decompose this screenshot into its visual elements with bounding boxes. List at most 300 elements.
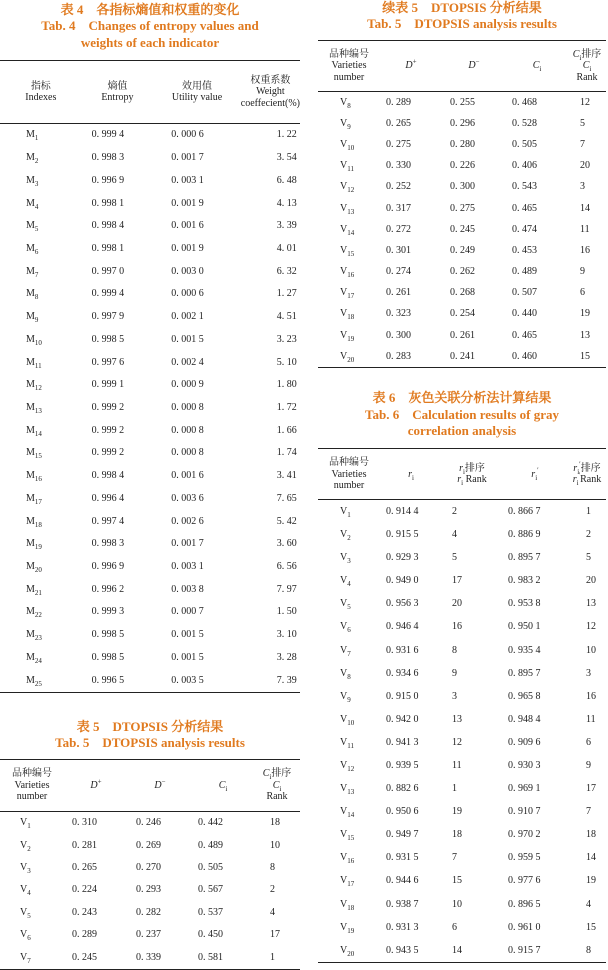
dminus-cell: 0. 246 (136, 817, 161, 829)
row-label-sub: 2 (34, 157, 39, 166)
utility-cell: 0. 002 6 (171, 515, 204, 527)
row-label-sub: 16 (34, 475, 42, 484)
ri-prime-rank-cell: 1 (586, 505, 591, 517)
weight-cell: 1. 22 (276, 129, 297, 141)
row-label-sub: 9 (34, 316, 39, 325)
utility-cell: 0. 003 8 (171, 583, 204, 595)
utility-cell: 0. 003 1 (171, 561, 204, 573)
row-label-sub: 11 (34, 361, 42, 370)
dplus-cell: 0. 283 (386, 350, 411, 362)
table6-caption-cn: 表 6 灰色关联分析法计算结果 (372, 390, 552, 406)
table-row (318, 500, 606, 524)
row-label-cell (0, 811, 64, 834)
entropy-cell: 0. 996 9 (91, 174, 125, 186)
utility-cell: 0. 003 0 (171, 265, 204, 277)
row-label: V (20, 951, 28, 963)
ri-rank-cell: 8 (452, 644, 457, 656)
utility-cell: 0. 001 5 (171, 651, 204, 663)
ri-prime-cell: 0. 886 9 (508, 529, 541, 541)
row-label: M (26, 288, 35, 300)
header-variety: 品种编号 Varieties number (329, 457, 369, 492)
row-label: V (340, 598, 348, 610)
ri-rank-cell: 15 (452, 875, 462, 887)
row-label-sub: 20 (34, 566, 42, 575)
ri-prime-cell: 0. 969 1 (508, 783, 541, 795)
row-label-cell (318, 262, 380, 283)
row-label: V (340, 690, 348, 702)
table-row (0, 624, 300, 647)
ri-prime-rank-cell: 11 (586, 713, 596, 725)
dminus-cell: 0. 249 (450, 244, 475, 256)
row-label-sub: 16 (347, 857, 355, 866)
entropy-cell: 0. 998 1 (91, 197, 125, 209)
ri-rank-cell: 13 (452, 713, 462, 725)
row-label-sub: 1 (34, 134, 39, 143)
dminus-cell: 0. 339 (136, 951, 161, 963)
ri-rank-cell: 9 (452, 667, 457, 679)
dminus-cell: 0. 300 (450, 181, 475, 193)
entropy-cell: 0. 998 5 (91, 629, 125, 641)
rank-cell: 10 (270, 839, 280, 851)
table5-header (0, 759, 300, 811)
utility-cell: 0. 003 6 (171, 492, 204, 504)
rank-cell: 14 (580, 202, 590, 214)
ci-cell: 0. 460 (512, 350, 537, 362)
utility-cell: 0. 001 7 (171, 538, 204, 550)
ri-cell: 0. 956 3 (386, 598, 419, 610)
row-label-cell (318, 547, 380, 570)
weight-cell: 4. 51 (276, 311, 297, 323)
ri-prime-cell: 0. 959 5 (508, 852, 541, 864)
dminus-cell: 0. 241 (450, 350, 475, 362)
row-label-sub: 13 (347, 788, 355, 797)
row-label: V (340, 875, 348, 887)
row-label-sub: 7 (27, 956, 31, 965)
row-label: M (26, 447, 35, 459)
table-row (0, 879, 300, 901)
row-label-sub: 4 (347, 580, 351, 589)
weight-cell: 7. 97 (276, 583, 297, 595)
table-row (318, 240, 606, 261)
table-row (0, 924, 300, 946)
row-label-sub: 8 (34, 293, 39, 302)
row-label-cell (0, 306, 82, 329)
table4-caption-en-1: Tab. 4 Changes of entropy values and (41, 18, 259, 34)
row-label: M (26, 561, 35, 573)
row-label: V (340, 160, 348, 172)
entropy-cell: 0. 999 1 (91, 379, 125, 391)
ri-cell: 0. 950 6 (386, 806, 419, 818)
ri-rank-cell: 7 (452, 852, 457, 864)
row-label-sub: 14 (34, 429, 42, 438)
table-row (318, 134, 606, 155)
row-label: V (20, 929, 28, 941)
ri-prime-rank-cell: 8 (586, 944, 591, 956)
table-row (318, 847, 606, 870)
rank-cell: 20 (580, 160, 590, 172)
entropy-cell: 0. 996 9 (91, 561, 125, 573)
ci-cell: 0. 474 (512, 223, 537, 235)
table4-caption (0, 0, 300, 60)
ci-cell: 0. 453 (512, 244, 537, 256)
row-label: M (26, 333, 35, 345)
row-label-cell (318, 593, 380, 616)
table-row (0, 510, 300, 533)
dplus-cell: 0. 300 (386, 329, 411, 341)
ri-prime-rank-cell: 10 (586, 644, 596, 656)
entropy-cell: 0. 999 2 (91, 447, 125, 459)
row-label-sub: 8 (347, 672, 351, 681)
rank-cell: 3 (580, 181, 585, 193)
ri-cell: 0. 949 7 (386, 829, 419, 841)
row-label-sub: 15 (34, 452, 42, 461)
row-label: V (340, 667, 348, 679)
table-row (318, 283, 606, 304)
entropy-cell: 0. 998 5 (91, 651, 125, 663)
row-label-sub: 3 (27, 866, 31, 875)
row-label-sub: 12 (347, 765, 355, 774)
entropy-cell: 0. 999 2 (91, 424, 125, 436)
ri-prime-cell: 0. 961 0 (508, 921, 541, 933)
utility-cell: 0. 000 8 (171, 424, 204, 436)
ri-cell: 0. 915 0 (386, 690, 419, 702)
rank-cell: 8 (270, 861, 275, 873)
weight-cell: 3. 60 (276, 538, 297, 550)
ri-rank-cell: 6 (452, 921, 457, 933)
row-label-sub: 23 (34, 634, 42, 643)
row-label-sub: 7 (34, 270, 39, 279)
row-label: M (26, 220, 35, 232)
weight-cell: 3. 28 (276, 651, 297, 663)
header-variety: 品种编号 Varieties number (12, 768, 52, 803)
ci-cell: 0. 468 (512, 96, 537, 108)
ri-rank-cell: 12 (452, 736, 462, 748)
entropy-cell: 0. 997 0 (91, 265, 125, 277)
row-label: M (26, 424, 35, 436)
row-label: M (26, 152, 35, 164)
table-row (0, 306, 300, 329)
entropy-cell: 0. 996 5 (91, 674, 125, 686)
table-row (318, 708, 606, 731)
ci-cell: 0. 442 (198, 817, 223, 829)
ri-prime-rank-cell: 12 (586, 621, 596, 633)
row-label-sub: 3 (347, 557, 351, 566)
row-label-cell (318, 92, 380, 114)
table-row (0, 283, 300, 306)
ri-cell: 0. 934 6 (386, 667, 419, 679)
row-label-sub: 5 (34, 225, 39, 234)
header-variety: 品种编号 Varieties number (329, 48, 369, 83)
row-label-cell (0, 283, 82, 306)
header-ri-prime-rank: $r_i'$排序 $r_i'Rank$ (572, 460, 602, 488)
row-label-sub: 17 (347, 292, 355, 301)
row-label-sub: 2 (27, 844, 31, 853)
row-label-cell (318, 325, 380, 346)
dminus-cell: 0. 255 (450, 96, 475, 108)
row-label-cell (0, 238, 82, 261)
table-row (318, 113, 606, 134)
table-row (0, 442, 300, 465)
row-label-cell (318, 134, 380, 155)
row-label-cell (0, 879, 64, 901)
row-label-cell (318, 639, 380, 662)
dminus-cell: 0. 269 (136, 839, 161, 851)
weight-cell: 1. 50 (276, 606, 297, 618)
header-ci: $C_i$ (218, 779, 228, 793)
header-dplus: D+ (405, 57, 417, 72)
table-row (0, 192, 300, 215)
weight-cell: 6. 32 (276, 265, 297, 277)
ri-prime-rank-cell: 13 (586, 598, 596, 610)
weight-cell: 5. 10 (276, 356, 297, 368)
row-label-sub: 7 (347, 649, 351, 658)
row-label-cell (318, 570, 380, 593)
row-label-cell (318, 708, 380, 731)
row-label-cell (318, 754, 380, 777)
table6-body (318, 500, 606, 963)
right-column (318, 0, 606, 963)
entropy-cell: 0. 998 3 (91, 538, 125, 550)
table-row (318, 325, 606, 346)
row-label-cell (318, 939, 380, 963)
ri-cell: 0. 939 5 (386, 760, 419, 772)
ri-prime-cell: 0. 866 7 (508, 505, 541, 517)
ri-prime-cell: 0. 910 7 (508, 806, 541, 818)
row-label-sub: 9 (347, 695, 351, 704)
row-label-sub: 4 (34, 202, 39, 211)
ri-prime-cell: 0. 915 7 (508, 944, 541, 956)
table-row (318, 824, 606, 847)
row-label-cell (318, 156, 380, 177)
row-label-sub: 5 (27, 911, 31, 920)
row-label-sub: 3 (34, 179, 39, 188)
row-label-cell (318, 113, 380, 134)
row-label: M (26, 242, 35, 254)
row-label: V (340, 287, 348, 299)
table5-part1 (0, 759, 300, 970)
ci-cell: 0. 489 (198, 839, 223, 851)
header-entropy: 熵值 Entropy (101, 80, 134, 103)
header-dminus: D− (468, 57, 480, 72)
row-label-sub: 1 (27, 822, 31, 831)
row-label: V (20, 906, 28, 918)
row-label-cell (318, 240, 380, 261)
rank-cell: 5 (580, 117, 585, 129)
row-label: V (340, 329, 348, 341)
row-label-cell (0, 578, 82, 601)
ci-cell: 0. 450 (198, 929, 223, 941)
row-label: V (340, 921, 348, 933)
dplus-cell: 0. 330 (386, 160, 411, 172)
row-label-cell (0, 351, 82, 374)
row-label: M (26, 674, 35, 686)
row-label-cell (318, 524, 380, 547)
rank-cell: 1 (270, 951, 275, 963)
row-label-cell (318, 731, 380, 754)
table5-cont-caption-cn: 续表 5 DTOPSIS 分析结果 (382, 0, 542, 15)
row-label-cell (318, 916, 380, 939)
row-label: V (340, 644, 348, 656)
row-label: M (26, 129, 35, 141)
table-row (318, 662, 606, 685)
entropy-cell: 0. 996 4 (91, 492, 125, 504)
dminus-cell: 0. 254 (450, 308, 475, 320)
table-row (0, 351, 300, 374)
dplus-cell: 0. 301 (386, 244, 411, 256)
row-label-sub: 12 (347, 186, 355, 195)
ri-prime-cell: 0. 948 4 (508, 713, 541, 725)
ci-cell: 0. 406 (512, 160, 537, 172)
row-label-sub: 18 (347, 313, 355, 322)
utility-cell: 0. 000 8 (171, 447, 204, 459)
table-row (0, 834, 300, 856)
row-label: V (340, 138, 348, 150)
rank-cell: 4 (270, 906, 275, 918)
table-row (0, 556, 300, 579)
ci-cell: 0. 465 (512, 202, 537, 214)
ri-prime-rank-cell: 3 (586, 667, 591, 679)
row-label-cell (318, 824, 380, 847)
utility-cell: 0. 000 9 (171, 379, 204, 391)
ri-prime-cell: 0. 953 8 (508, 598, 541, 610)
table-row (0, 533, 300, 556)
table-row (0, 578, 300, 601)
table-row (0, 857, 300, 879)
row-label-cell (318, 198, 380, 219)
ri-prime-rank-cell: 19 (586, 875, 596, 887)
dminus-cell: 0. 261 (450, 329, 475, 341)
weight-cell: 7. 39 (276, 674, 297, 686)
rank-cell: 15 (580, 350, 590, 362)
ri-prime-cell: 0. 896 5 (508, 898, 541, 910)
row-label-cell (0, 147, 82, 170)
table-row (0, 397, 300, 420)
weight-cell: 1. 72 (276, 401, 297, 413)
header-ri: $r_i$ (408, 468, 414, 482)
row-label: V (340, 505, 348, 517)
row-label: M (26, 583, 35, 595)
row-label-sub: 17 (34, 497, 42, 506)
utility-cell: 0. 000 8 (171, 401, 204, 413)
header-ri-rank: $r_i$排序 $r_i$ Rank (457, 462, 487, 488)
table-row (318, 570, 606, 593)
dplus-cell: 0. 261 (386, 287, 411, 299)
row-label: M (26, 265, 35, 277)
entropy-cell: 0. 999 4 (91, 129, 125, 141)
row-label: V (20, 884, 28, 896)
ri-rank-cell: 14 (452, 944, 462, 956)
utility-cell: 0. 002 1 (171, 311, 204, 323)
ri-prime-rank-cell: 9 (586, 760, 591, 772)
row-label: M (26, 651, 35, 663)
row-label-sub: 13 (34, 406, 42, 415)
ri-prime-rank-cell: 15 (586, 921, 596, 933)
dminus-cell: 0. 226 (450, 160, 475, 172)
utility-cell: 0. 000 7 (171, 606, 204, 618)
left-column (0, 0, 300, 970)
table-row (0, 374, 300, 397)
ri-prime-rank-cell: 17 (586, 783, 596, 795)
table4-caption-cn: 表 4 各指标熵值和权重的变化 (60, 2, 240, 17)
table-row (0, 215, 300, 238)
row-label: M (26, 311, 35, 323)
ri-prime-rank-cell: 18 (586, 829, 596, 841)
ri-prime-rank-cell: 20 (586, 575, 596, 587)
rank-cell: 6 (580, 287, 585, 299)
dminus-cell: 0. 262 (450, 266, 475, 278)
rank-cell: 18 (270, 817, 280, 829)
row-label: M (26, 401, 35, 413)
table4-caption-en-2: weights of each indicator (80, 34, 220, 50)
table-row (318, 547, 606, 570)
dminus-cell: 0. 237 (136, 929, 161, 941)
weight-cell: 6. 48 (276, 174, 297, 186)
entropy-cell: 0. 996 2 (91, 583, 125, 595)
rank-cell: 2 (270, 884, 275, 896)
row-label: V (340, 760, 348, 772)
row-label-sub: 19 (347, 926, 355, 935)
dplus-cell: 0. 275 (386, 138, 411, 150)
row-label-sub: 10 (34, 338, 42, 347)
row-label: V (340, 223, 348, 235)
row-label-cell (0, 374, 82, 397)
table-row (318, 616, 606, 639)
ri-prime-cell: 0. 965 8 (508, 690, 541, 702)
ri-rank-cell: 3 (452, 690, 457, 702)
ci-cell: 0. 581 (198, 951, 223, 963)
dminus-cell: 0. 268 (450, 287, 475, 299)
ri-prime-rank-cell: 7 (586, 806, 591, 818)
header-indexes: 指标 Indexes (25, 80, 57, 103)
ci-cell: 0. 505 (512, 138, 537, 150)
rank-cell: 17 (270, 929, 280, 941)
utility-cell: 0. 001 5 (171, 629, 204, 641)
table-row (0, 488, 300, 511)
table6-caption-en-1: Tab. 6 Calculation results of gray (365, 406, 559, 422)
ri-prime-cell: 0. 895 7 (508, 552, 541, 564)
utility-cell: 0. 002 4 (171, 356, 204, 368)
row-label-sub: 2 (347, 534, 351, 543)
ri-prime-cell: 0. 930 3 (508, 760, 541, 772)
weight-cell: 3. 10 (276, 629, 297, 641)
dplus-cell: 0. 289 (386, 96, 411, 108)
row-label: V (340, 529, 348, 541)
row-label-cell (318, 778, 380, 801)
row-label-cell (0, 601, 82, 624)
row-label: V (340, 202, 348, 214)
row-label-cell (0, 533, 82, 556)
dplus-cell: 0. 245 (72, 951, 97, 963)
row-label: M (26, 492, 35, 504)
ri-prime-rank-cell: 4 (586, 898, 591, 910)
ri-cell: 0. 915 5 (386, 529, 419, 541)
table6-caption (318, 390, 606, 448)
header-dminus: D− (154, 777, 166, 791)
ci-cell: 0. 465 (512, 329, 537, 341)
row-label-sub: 9 (347, 122, 351, 131)
row-label: V (340, 806, 348, 818)
table4 (0, 60, 300, 693)
row-label: M (26, 538, 35, 550)
table5-part1-body (0, 811, 300, 969)
row-label-sub: 20 (347, 355, 355, 364)
ri-prime-cell: 0. 935 4 (508, 644, 541, 656)
row-label: M (26, 629, 35, 641)
row-label: V (20, 839, 28, 851)
utility-cell: 0. 001 9 (171, 197, 204, 209)
row-label: V (340, 944, 348, 956)
row-label-sub: 8 (347, 101, 351, 110)
